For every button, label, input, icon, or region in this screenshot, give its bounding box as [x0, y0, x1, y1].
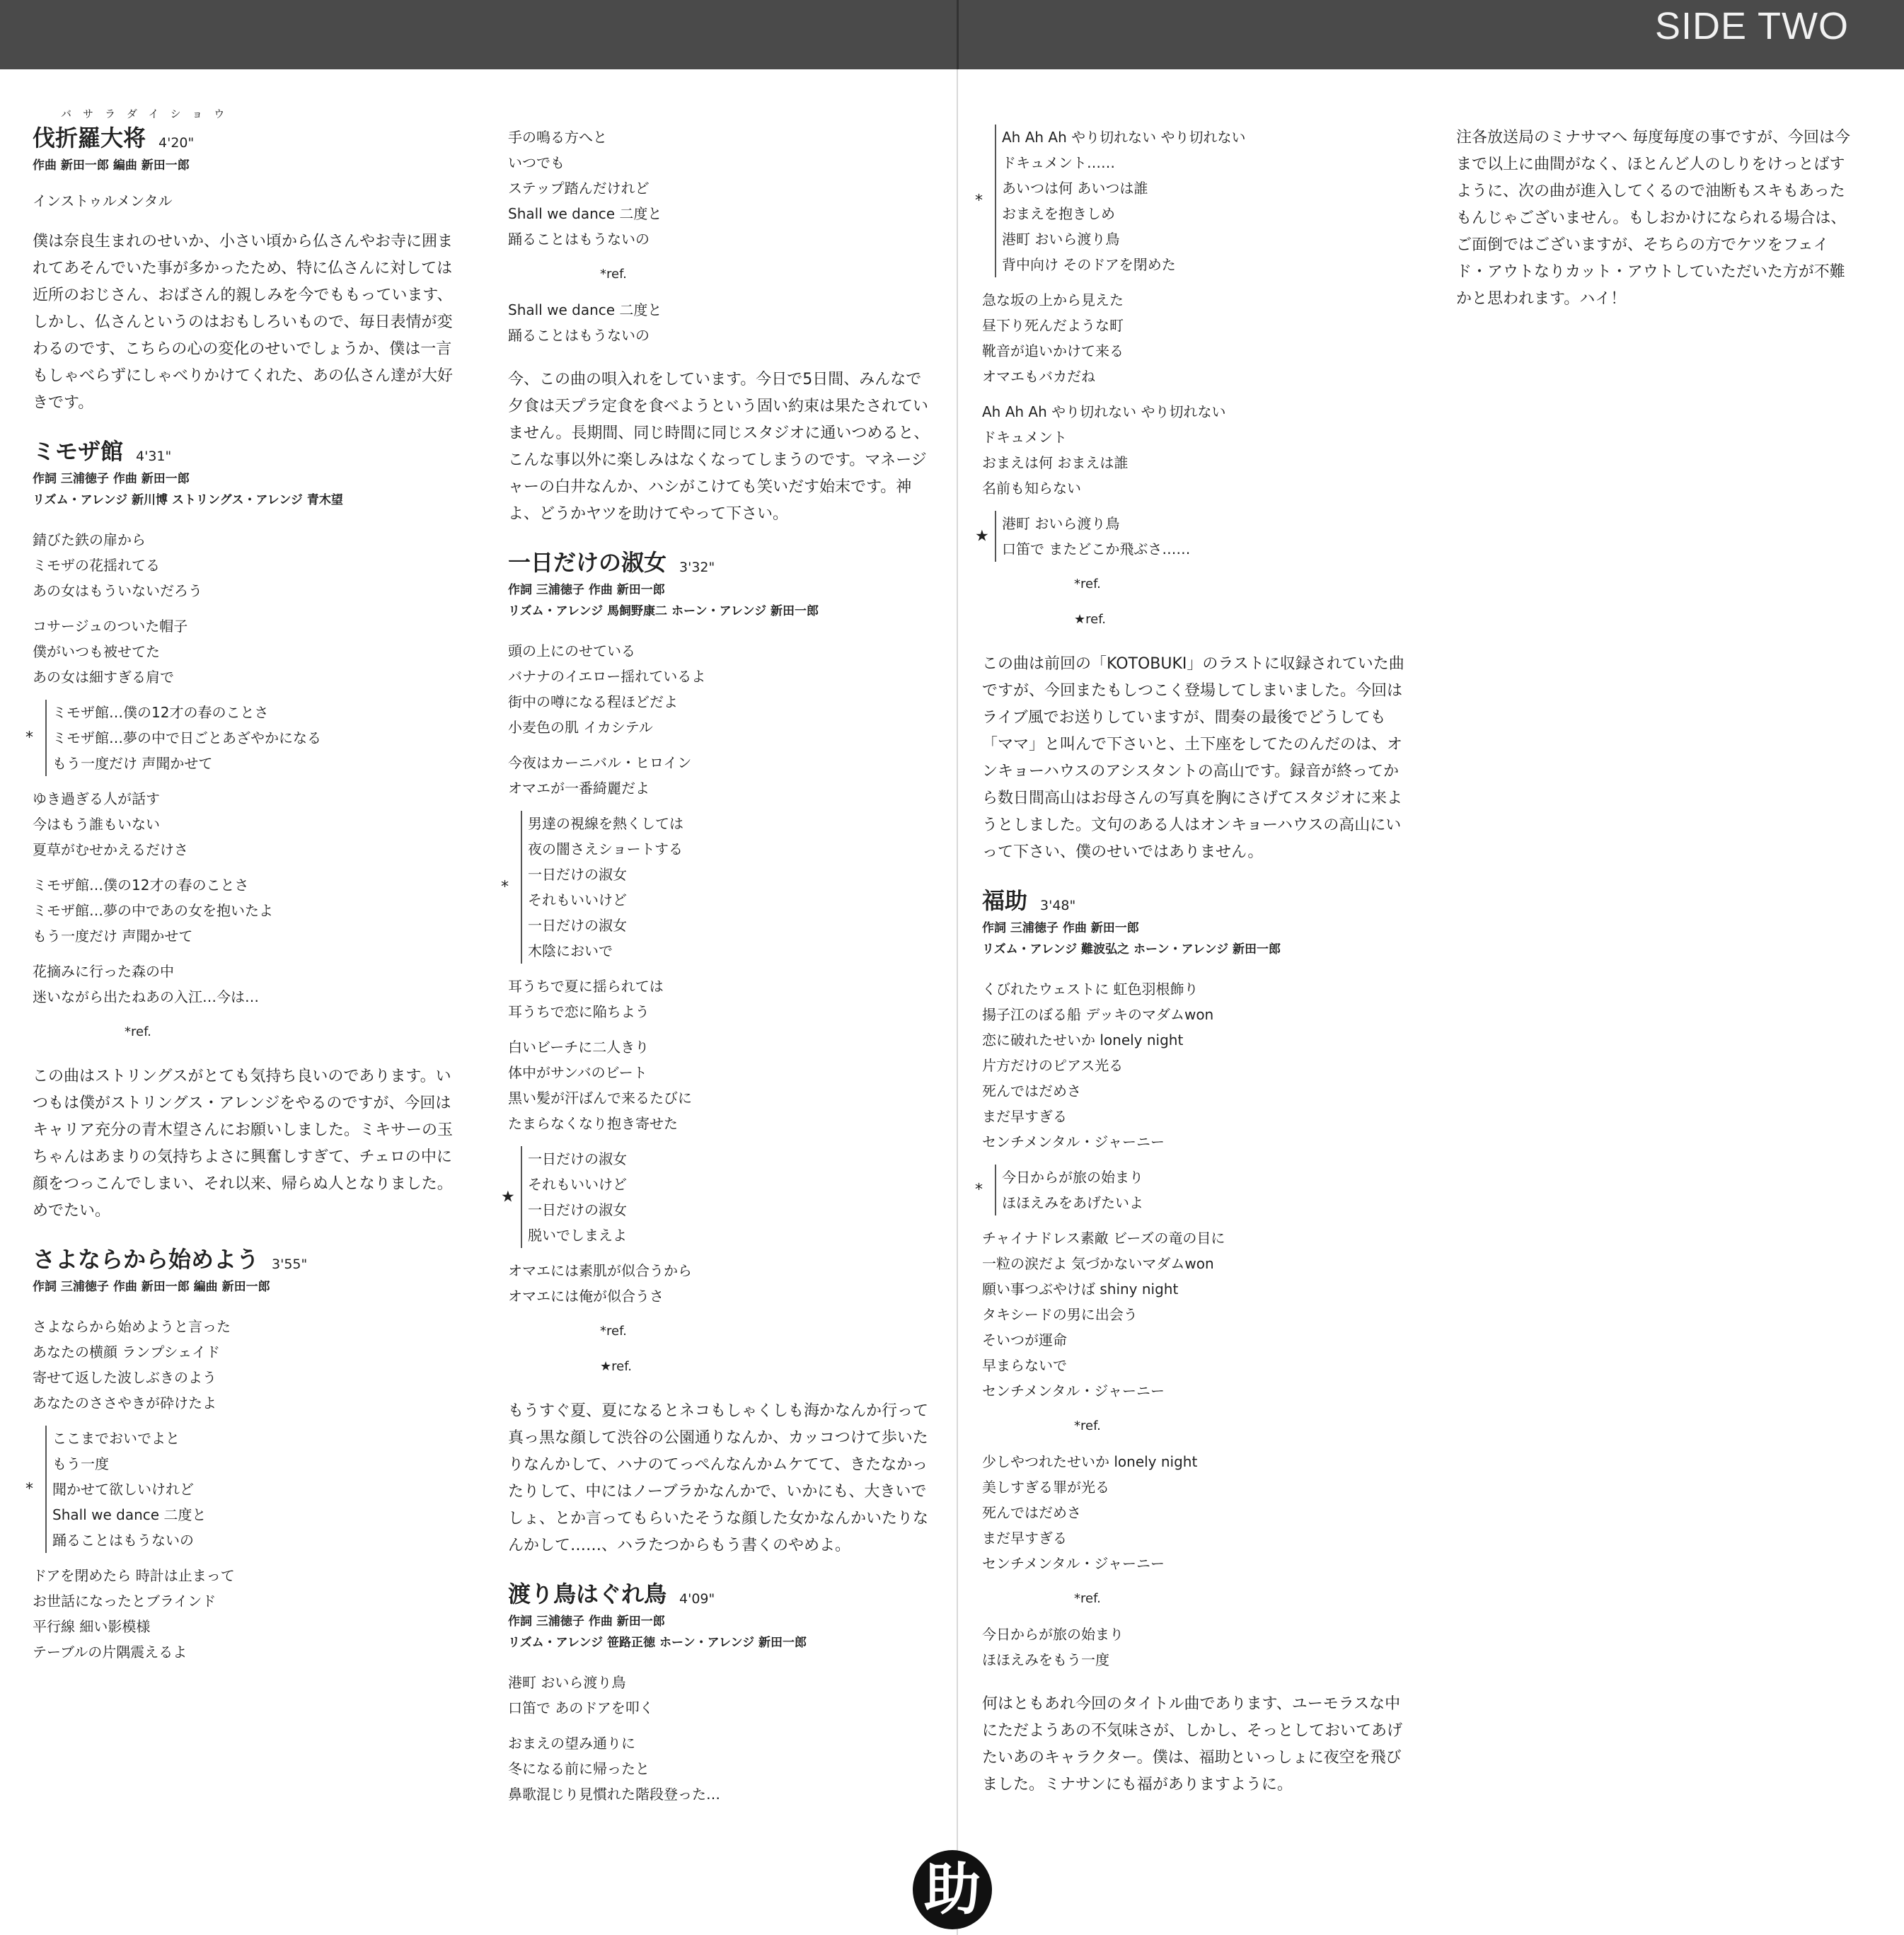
lyrics: [508, 1670, 933, 1807]
song-block: [508, 1576, 933, 1807]
lyric-line: いつでも: [508, 154, 565, 171]
lyric-line: 踊ることはもうないの: [52, 1532, 194, 1549]
lyric-line: バナナのイエロー揺れているよ: [508, 668, 706, 685]
song-block: [33, 106, 457, 417]
lyric-line: ドキュメント: [982, 429, 1067, 446]
lyric-line: 昼下り死んだような町: [982, 317, 1124, 334]
lyric-line: 木陰においで: [528, 942, 613, 959]
lyric-line: ここまでおいでよと: [52, 1430, 180, 1447]
lyric-line: 一粒の涙だよ 気づかないマダムwon: [982, 1255, 1214, 1272]
song-heading: [33, 120, 457, 153]
chorus-marker: *: [501, 878, 509, 896]
song-duration: 4'09": [679, 1590, 715, 1607]
lyric-line: Ah Ah Ah やり切れない やり切れない: [982, 403, 1226, 420]
refrain-mark: ★ref.: [600, 1359, 632, 1374]
song-heading: [508, 1576, 933, 1609]
lyric-line: ミモザの花揺れてる: [33, 557, 160, 574]
lyric-stanza: [508, 974, 933, 1024]
song-credits: 作曲 新田一郎 編曲 新田一郎: [33, 158, 190, 173]
lyric-line: 揚子江のぼる船 デッキのマダムwon: [982, 1006, 1214, 1023]
lyric-line: 口笛で またどこか飛ぶさ……: [1002, 541, 1191, 558]
lyric-line: テーブルの片隅震えるよ: [33, 1644, 187, 1660]
lyric-line: オマエには素肌が似合うから: [508, 1262, 692, 1279]
lyric-line: 体中がサンバのビート: [508, 1064, 647, 1081]
song-title: 一日だけの淑女: [508, 549, 667, 576]
song-duration: 4'20": [158, 134, 195, 151]
song-duration: 3'48": [1040, 897, 1076, 913]
lyric-stanza: [508, 1670, 933, 1721]
song-credits: リズム・アレンジ 新川博 ストリングス・アレンジ 青木望: [33, 493, 343, 507]
lyric-line: たまらなくなり抱き寄せた: [508, 1115, 678, 1132]
lyric-stanza: [33, 1563, 457, 1665]
lyric-line: 迷いながら出たねあの入江…今は…: [33, 988, 259, 1005]
lyric-line: 今日からが旅の始まり: [1002, 1169, 1143, 1186]
lyric-line: そいつが運命: [982, 1332, 1067, 1348]
lyric-line: 黒い髪が汗ばんで来るたびに: [508, 1090, 692, 1107]
lyric-line: 脱いでしまえよ: [528, 1227, 627, 1244]
fukusuke-emblem: 助: [913, 1850, 992, 1929]
lyric-line: 夏草がむせかえるだけさ: [33, 841, 188, 858]
lyric-line: 今夜はカーニバル・ヒロイン: [508, 754, 692, 771]
lyric-line: 少しやつれたせいか lonely night: [982, 1453, 1198, 1470]
lyric-line: オマエには俺が似合うさ: [508, 1288, 664, 1305]
lyric-line: 背中向け そのドアを閉めた: [1002, 256, 1176, 273]
chorus-marker: ★: [975, 527, 989, 545]
lyric-line: Shall we dance 二度と: [508, 301, 662, 318]
lyric-line: 夜の闇さえショートする: [528, 841, 683, 857]
lyric-line: 靴音が追いかけて来る: [982, 342, 1124, 359]
song-title: ミモザ館: [33, 438, 124, 465]
refrain-mark: *ref.: [600, 267, 627, 282]
lyric-line: 港町 おいら渡り鳥: [508, 1674, 626, 1691]
lyric-line: 僕がいつも被せてた: [33, 643, 160, 660]
lyric-stanza: [975, 1165, 1407, 1215]
lyric-line: 踊ることはもうないの: [508, 327, 650, 344]
lyric-line: 死んではだめさ: [982, 1082, 1081, 1099]
lyric-stanza: [501, 811, 933, 964]
lyric-stanza: [508, 1258, 933, 1309]
side-label: SIDE TWO: [1654, 5, 1849, 47]
lyric-line: 早まらないで: [982, 1357, 1067, 1374]
lyric-line: おまえの望み通りに: [508, 1735, 635, 1752]
column-2: [501, 106, 933, 1817]
lyric-line: Ah Ah Ah やり切れない やり切れない: [1002, 129, 1246, 146]
lyric-line: 恋に破れたせいか lonely night: [982, 1032, 1184, 1049]
lyric-line: おまえを抱きしめ: [1002, 205, 1115, 222]
lyric-line: 聞かせて欲しいけれど: [52, 1481, 194, 1498]
lyric-line: もう一度だけ 声聞かせて: [33, 928, 193, 945]
liner-comment: この曲はストリングスがとても気持ち良いのであります。いつもは僕がストリングス・アレンジをやるのですが、今回はキャリア充分の青木望さんにお願いしました。ミキサーの玉ちゃんはあまりの気持ちよさに興奮しすぎて、チェロの中に顔をつっこんでしまい、それ以来、帰らぬ人となりました。めでたい。: [33, 1068, 454, 1220]
lyric-line: 手の鳴る方へと: [508, 129, 607, 146]
lyric-line: 鼻歌混じり見慣れた階段登った…: [508, 1786, 720, 1803]
lyric-line: 踊ることはもうないの: [508, 231, 650, 248]
lyric-stanza: [25, 1426, 457, 1553]
title-ruby: バサラダイショウ: [61, 108, 236, 120]
lyric-line: あいつは何 あいつは誰: [1002, 180, 1148, 197]
lyric-line: タキシードの男に出会う: [982, 1306, 1138, 1323]
liner-comment: 今、この曲の唄入れをしています。今日で5日間、みんなで夕食は天プラ定食を食べようという固い約束は果たされていません。長期間、同じ時間に同じスタジオに通いつめると、こんな事以外に楽しみはなくなってしまうのです。マネージャーの白井なんか、ハシがこけても笑いだす始末です。神よ、どうかヤツを助けてやって下さい。: [508, 371, 930, 523]
song-block: [975, 883, 1407, 1798]
liner-comment: もうすぐ夏、夏になるとネコもしゃくしも海かなんか行って真っ黒な顔して渋谷の公園通りなんか、カッコつけて歩いたりなんかして、ハナのてっぺんなんかムケてて、きたなかったりして、中にはノーブラかなんかで、いかにも、大きいでしょ、とか言ってもらいたそうな顔した女かなんかいたりなんかして……、ハラたつからもう書くのやめよ。: [508, 1402, 929, 1554]
lyric-line: 美しすぎる罪が光る: [982, 1479, 1109, 1496]
lyric-line: 名前も知らない: [982, 480, 1081, 497]
song-heading: [982, 883, 1407, 915]
song-block: [25, 434, 457, 1225]
lyric-stanza: [501, 1146, 933, 1248]
lyric-stanza: [33, 872, 457, 949]
chorus-marker: *: [975, 1181, 983, 1199]
liner-comment: 僕は奈良生まれのせいか、小さい頃から仏さんやお寺に囲まれてあそんでいた事が多かったため、特に仏さんに対しては近所のおじさん、おばさん的親しみを今でももっています、しかし、仏さんというのはおもしろいもので、毎日表情が変わるのです、こちらの心の変化のせいでしょうか、僕は一言もしゃべらずにしゃべりかけてくれた、あの仏さん達が大好きです。: [33, 233, 454, 412]
lyric-line: 今はもう誰もいない: [33, 816, 160, 833]
column-3: [975, 106, 1407, 1813]
lyrics: [975, 125, 1407, 633]
lyric-line: それもいいけど: [528, 891, 627, 908]
fold-shadow: [957, 0, 959, 69]
song-credits: リズム・アレンジ 笹路正徳 ホーン・アレンジ 新田一郎: [508, 1636, 807, 1650]
page-fold: [957, 69, 958, 1935]
lyric-line: ミモザ館…夢の中であの女を抱いたよ: [33, 902, 273, 919]
lyric-line: 片方だけのピアス光る: [982, 1057, 1124, 1074]
lyric-line: 耳うちで夏に揺られては: [508, 978, 664, 995]
lyric-line: ミモザ館…僕の12才の春のことさ: [33, 877, 249, 894]
lyric-line: コサージュのついた帽子: [33, 618, 188, 635]
lyric-line: 死んではだめさ: [982, 1504, 1081, 1521]
lyric-line: ミモザ館…僕の12才の春のことさ: [52, 704, 269, 721]
lyric-line: 頭の上にのせている: [508, 642, 635, 659]
lyric-stanza: [508, 1731, 933, 1807]
top-banner: [0, 0, 1904, 69]
lyric-line: Shall we dance 二度と: [508, 205, 662, 222]
lyric-line: 一日だけの淑女: [528, 917, 627, 934]
lyric-line: ステップ踏んだけれど: [508, 180, 650, 197]
lyric-stanza: [982, 287, 1407, 389]
lyric-stanza: [975, 125, 1407, 277]
lyric-line: 港町 おいら渡り鳥: [1002, 515, 1120, 532]
lyrics: [501, 638, 933, 1380]
song-block: [501, 545, 933, 1559]
lyric-line: Shall we dance 二度と: [52, 1506, 207, 1523]
lyric-line: センチメンタル・ジャーニー: [982, 1382, 1165, 1399]
song-block: [508, 125, 933, 528]
lyric-line: ゆき過ぎる人が話す: [33, 790, 160, 807]
lyric-stanza: [508, 297, 933, 348]
song-duration: 3'32": [679, 559, 715, 575]
lyric-stanza: [982, 1225, 1407, 1404]
lyric-line: もう一度だけ 声聞かせて: [52, 755, 213, 772]
column-4: [1456, 106, 1852, 327]
lyric-line: くびれたウェストに 虹色羽根飾り: [982, 981, 1199, 998]
lyric-line: あの女はもういないだろう: [33, 582, 202, 599]
song-title: 伐折羅大将: [33, 125, 146, 151]
lyric-stanza: [33, 527, 457, 603]
lyric-stanza: [975, 511, 1407, 562]
lyric-stanza: [25, 700, 457, 776]
refrain-mark: *ref.: [125, 1024, 151, 1039]
liner-comment: この曲は前回の「KOTOBUKI」のラストに収録されていた曲ですが、今回またもしつこく登場してしまいました。今回はライブ風でお送りしていますが、間奏の最後でどうしても「ママ」と叫んで下さいと、土下座をしてたのんだのは、オンキョーハウスのアシスタントの高山です。録音が終ってから数日間高山はお母さんの写真を胸にさげてスタジオに来ようとしました。文句のある人はオンキョーハウスの高山にいって下さい、僕のせいではありません。: [982, 655, 1404, 861]
song-title: 渡り鳥はぐれ鳥: [508, 1581, 667, 1607]
lyrics: [508, 125, 933, 348]
song-credits: 作詞 三浦徳子 作曲 新田一郎 編曲 新田一郎: [33, 1280, 270, 1294]
lyric-line: ドアを閉めたら 時計は止まって: [33, 1567, 235, 1584]
lyric-line: ほほえみをもう一度: [982, 1651, 1109, 1668]
lyric-line: センチメンタル・ジャーニー: [982, 1555, 1165, 1572]
lyric-line: あなたのささやきが砕けたよ: [33, 1394, 217, 1411]
lyric-line: まだ早すぎる: [982, 1108, 1067, 1125]
lyric-line: 平行線 細い影模様: [33, 1618, 151, 1635]
lyric-line: 一日だけの淑女: [528, 866, 627, 883]
song-credits: 作詞 三浦徳子 作曲 新田一郎: [33, 472, 190, 486]
song-heading: [33, 434, 457, 466]
refrain-mark: *ref.: [1074, 577, 1101, 591]
song-title: さよならから始めよう: [33, 1246, 260, 1273]
lyric-stanza: [982, 1622, 1407, 1673]
lyric-line: オマエもバカだね: [982, 368, 1095, 385]
chorus-marker: *: [25, 1480, 33, 1498]
song-block: [1456, 125, 1852, 313]
lyric-stanza: [33, 613, 457, 690]
lyric-line: チャイナドレス素敵 ビーズの竜の目に: [982, 1230, 1225, 1247]
lyric-line: 一日だけの淑女: [528, 1201, 627, 1218]
lyric-line: 今日からが旅の始まり: [982, 1626, 1124, 1643]
lyric-line: それもいいけど: [528, 1176, 627, 1193]
refrain-mark: *ref.: [1074, 1419, 1101, 1433]
lyric-line: 白いビーチに二人きり: [508, 1039, 650, 1056]
lyric-line: 街中の噂になる程ほどだよ: [508, 693, 678, 710]
lyric-stanza: [508, 638, 933, 740]
lyric-line: センチメンタル・ジャーニー: [982, 1133, 1165, 1150]
refrain-mark: *ref.: [600, 1324, 627, 1339]
lyric-line: 急な坂の上から見えた: [982, 291, 1124, 308]
lyric-line: お世話になったとブラインド: [33, 1593, 217, 1610]
lyrics: [25, 527, 457, 1045]
lyric-line: 寄せて返した波しぶきのよう: [33, 1369, 217, 1386]
lyric-stanza: [33, 786, 457, 862]
song-credits: 作詞 三浦徳子 作曲 新田一郎: [982, 921, 1139, 935]
lyric-line: もう一度: [52, 1455, 109, 1472]
lyric-line: 願い事つぶやけば shiny night: [982, 1281, 1179, 1298]
lyrics: [975, 976, 1407, 1673]
lyric-stanza: [508, 750, 933, 801]
lyric-line: さよならから始めようと言った: [33, 1318, 231, 1335]
lyric-line: 一日だけの淑女: [528, 1150, 627, 1167]
song-note: インストゥルメンタル: [33, 192, 173, 209]
lyric-line: 耳うちで恋に陥ちよう: [508, 1003, 650, 1020]
chorus-marker: *: [25, 729, 33, 747]
lyric-line: 小麦色の肌 イカシテル: [508, 719, 653, 736]
song-credits: 作詞 三浦徳子 作曲 新田一郎: [508, 1615, 665, 1629]
song-title: 福助: [982, 887, 1028, 914]
lyric-line: オマエが一番綺麗だよ: [508, 780, 650, 797]
lyric-stanza: [982, 1449, 1407, 1576]
song-credits: 作詞 三浦徳子 作曲 新田一郎: [508, 583, 665, 597]
lyric-line: 男達の視線を熱くしては: [528, 815, 683, 832]
lyric-line: ほほえみをあげたいよ: [1002, 1194, 1143, 1211]
lyric-line: 口笛で あのドアを叩く: [508, 1699, 654, 1716]
lyrics: [25, 1314, 457, 1665]
chorus-marker: *: [975, 192, 983, 210]
lyric-line: 港町 おいら渡り鳥: [1002, 231, 1120, 248]
liner-comment: 注各放送局のミナサマへ 毎度毎度の事ですが、今回は今まで以上に曲間がなく、ほとんど人のしりをけっとばすように、次の曲が進入してくるので油断もスキもあったもんじゃございません。もしおかけになられる場合は、ご面倒ではございますが、そちらの方でケツをフェイド・アウトなりカット・アウトしていただいた方が不難かと思われます。ハイ！: [1456, 129, 1850, 308]
lyric-stanza: [33, 959, 457, 1010]
lyric-line: 冬になる前に帰ったと: [508, 1760, 650, 1777]
liner-comment: 何はともあれ今回のタイトル曲であります、ユーモラスな中にただようあの不気味さが、しかし、そっとしておいてあげたいあのキャラクター。僕は、福助といっしょに夜空を飛びました。ミナサンにも福がありますように。: [982, 1695, 1403, 1794]
lyric-stanza: [982, 399, 1407, 501]
lyric-line: あの女は細すぎる肩で: [33, 669, 174, 686]
column-1: [25, 106, 457, 1675]
refrain-mark: ★ref.: [1074, 612, 1106, 627]
song-duration: 4'31": [136, 448, 172, 464]
lyric-stanza: [982, 976, 1407, 1155]
lyric-stanza: [508, 1034, 933, 1136]
song-block: [25, 1242, 457, 1665]
lyric-line: 錆びた鉄の扉から: [33, 531, 146, 548]
lyric-line: おまえは何 おまえは誰: [982, 454, 1129, 471]
song-block: [975, 125, 1407, 866]
refrain-mark: *ref.: [1074, 1591, 1101, 1606]
lyric-line: ドキュメント……: [1002, 154, 1115, 171]
song-credits: リズム・アレンジ 難波弘之 ホーン・アレンジ 新田一郎: [982, 942, 1281, 957]
song-heading: [508, 545, 933, 577]
lyric-line: まだ早すぎる: [982, 1530, 1067, 1547]
song-credits: リズム・アレンジ 馬飼野康二 ホーン・アレンジ 新田一郎: [508, 604, 819, 618]
lyric-stanza: [33, 1314, 457, 1416]
chorus-marker: ★: [501, 1188, 515, 1206]
lyric-line: 花摘みに行った森の中: [33, 963, 174, 980]
lyric-line: ミモザ館…夢の中で日ごとあざやかになる: [52, 729, 321, 746]
song-duration: 3'55": [272, 1256, 308, 1272]
lyric-line: あなたの横顔 ランプシェイド: [33, 1344, 221, 1361]
song-heading: [33, 1242, 457, 1274]
lyric-stanza: [508, 125, 933, 252]
